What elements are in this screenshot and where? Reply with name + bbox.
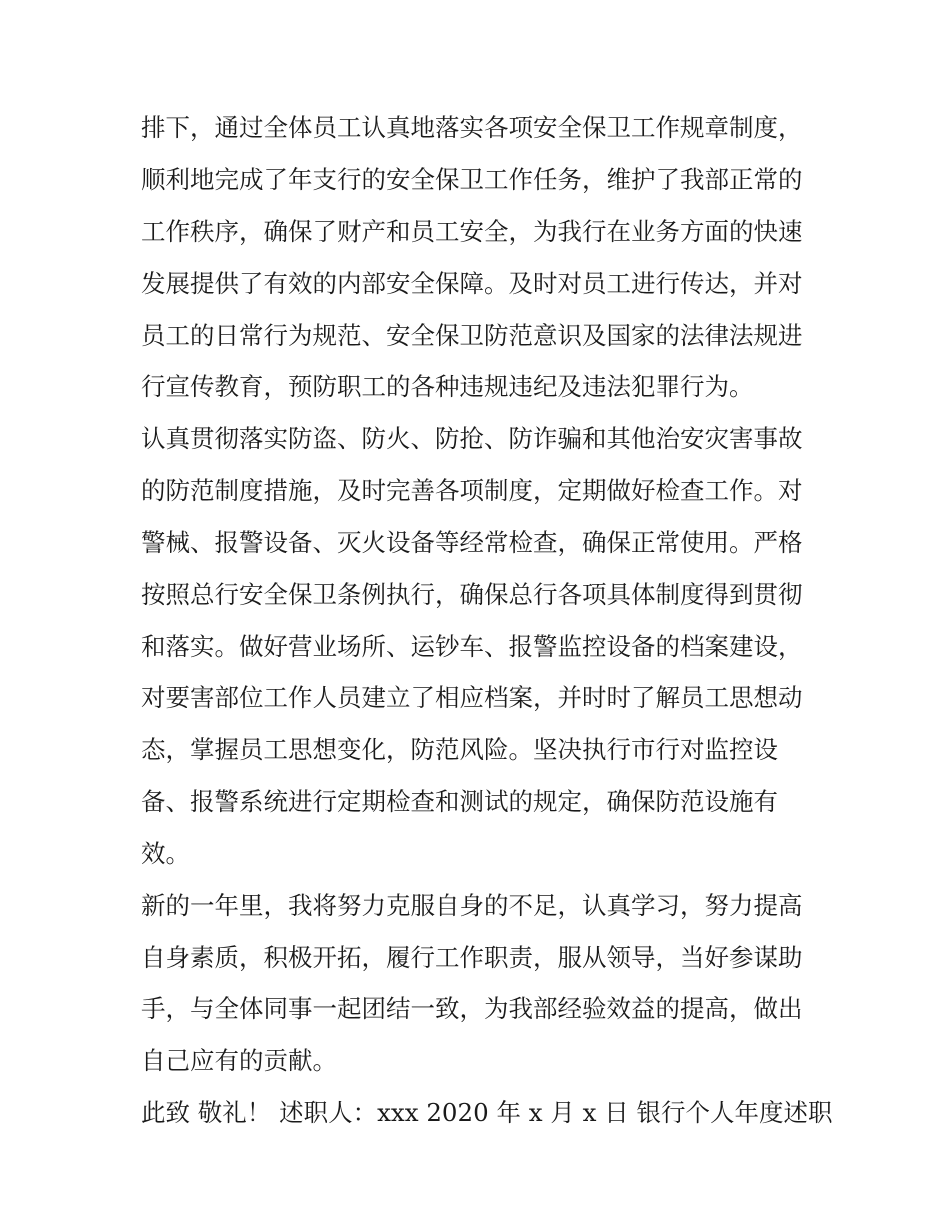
text-line: 自己应有的贡献。	[141, 1046, 337, 1075]
text-line: 工作秩序，确保了财产和员工安全，为我行在业务方面的快速	[141, 217, 803, 246]
text-line: 效。	[141, 839, 190, 868]
text-line: 此致 敬礼！ 述职人：xxx 2020 年 x 月 x 日 银行个人年度述职	[141, 1098, 833, 1127]
text-line: 对要害部位工作人员建立了相应档案，并时时了解员工思想动	[141, 683, 803, 712]
text-line: 按照总行安全保卫条例执行，确保总行各项具体制度得到贯彻	[141, 580, 803, 609]
text-line: 的防范制度措施，及时完善各项制度，定期做好检查工作。对	[141, 476, 803, 505]
text-line: 员工的日常行为规范、安全保卫防范意识及国家的法律法规进	[141, 321, 803, 350]
text-line: 备、报警系统进行定期检查和测试的规定，确保防范设施有	[141, 787, 778, 816]
text-line: 顺利地完成了年支行的安全保卫工作任务，维护了我部正常的	[141, 165, 803, 194]
text-line: 认真贯彻落实防盗、防火、防抢、防诈骗和其他治安灾害事故	[141, 424, 803, 453]
text-line: 行宣传教育，预防职工的各种违规违纪及违法犯罪行为。	[141, 372, 754, 401]
text-line: 警械、报警设备、灭火设备等经常检查，确保正常使用。严格	[141, 528, 803, 557]
text-line: 排下，通过全体员工认真地落实各项安全保卫工作规章制度，	[141, 113, 803, 142]
text-line: 新的一年里，我将努力克服自身的不足，认真学习，努力提高	[141, 891, 803, 920]
text-line: 发展提供了有效的内部安全保障。及时对员工进行传达，并对	[141, 269, 803, 298]
text-line: 和落实。做好营业场所、运钞车、报警监控设备的档案建设，	[141, 632, 803, 661]
text-line: 态，掌握员工思想变化，防范风险。坚决执行市行对监控设	[141, 735, 778, 764]
text-line: 自身素质，积极开拓，履行工作职责，服从领导，当好参谋助	[141, 943, 803, 972]
text-line: 手，与全体同事一起团结一致，为我部经验效益的提高，做出	[141, 994, 803, 1023]
